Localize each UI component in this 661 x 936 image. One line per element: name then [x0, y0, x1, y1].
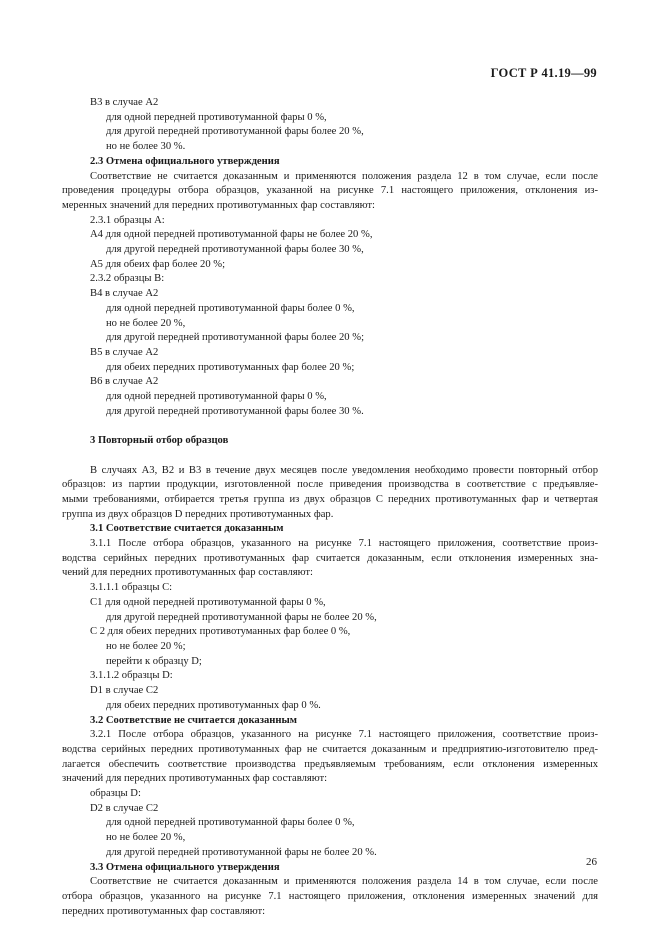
text-line: мыми требованиями, отбирается третья группа из двух образцов C передних противотуманных фар и четвертая — [62, 493, 598, 505]
text-line: 2.3.1 образцы A: — [90, 214, 165, 226]
text-line: B6 в случае A2 — [90, 376, 159, 388]
text-line: В случаях A3, B2 и B3 в течение двух месяцев после уведомления необходимо провести повторный отбор — [90, 464, 598, 476]
text-line: водства серийных передних противотуманных фар не считается доказанным и предприятию-изготовителю пред- — [62, 743, 598, 755]
text-line: значений для передних противотуманных фар составляют: — [62, 773, 328, 785]
section-heading: 3.1 Соответствие считается доказанным — [90, 523, 284, 535]
text-line: но не более 20 %, — [106, 317, 186, 329]
text-line: для другой передней противотуманной фары более 20 %, — [106, 126, 364, 138]
text-line: D1 в случае C2 — [90, 685, 159, 697]
page-number: 26 — [586, 856, 597, 868]
text-line: для одной передней противотуманной фары 0 %, — [106, 111, 327, 123]
text-line: для обеих передних противотуманных фар 0 %. — [106, 699, 321, 711]
text-line: для другой передней противотуманной фары более 30 %, — [106, 244, 364, 256]
text-line: Соответствие не считается доказанным и применяются положения раздела 12 в том случае, если после — [90, 170, 598, 182]
section-heading: 3.3 Отмена официального утверждения — [90, 861, 280, 873]
text-line: B3 в случае A2 — [90, 97, 159, 108]
text-line: для другой передней противотуманной фары более 30 %. — [106, 405, 364, 417]
section-heading: 2.3 Отмена официального утверждения — [90, 155, 280, 167]
text-line: водства серийных передних противотуманных фар считается доказанным, если отклонения измеренных зна- — [62, 552, 598, 564]
text-line: Соответствие не считается доказанным и применяются положения раздела 14 в том случае, если после — [90, 876, 598, 888]
text-line: 3.2.1 После отбора образцов, указанного на рисунке 7.1 настоящего приложения, соответствие произ- — [90, 729, 598, 741]
text-line: C1 для одной передней противотуманной фары 0 %, — [90, 596, 326, 608]
text-line: для одной передней противотуманной фары более 0 %, — [106, 817, 355, 829]
text-line: B4 в случае A2 — [90, 288, 159, 300]
text-line: но не более 20 %, — [106, 832, 186, 844]
text-line: меренных значений для передних противотуманных фар составляют: — [62, 199, 375, 211]
text-line: чений для передних противотуманных фар составляют: — [62, 567, 313, 579]
text-line: перейти к образцу D; — [106, 655, 202, 667]
text-line: 3.1.1.2 образцы D: — [90, 670, 173, 682]
standard-code-header: ГОСТ Р 41.19—99 — [490, 66, 597, 80]
text-line: 3.1.1 После отбора образцов, указанного на рисунке 7.1 настоящего приложения, соответствие произ- — [90, 538, 598, 550]
text-line: передних противотуманных фар составляют: — [62, 905, 266, 917]
text-line: отбора образцов, указанного на рисунке 7.1 настоящего приложения, отклонения измеренных значений для — [62, 890, 598, 902]
text-line: A5 для обеих фар более 20 %; — [90, 258, 226, 270]
text-line: для другой передней противотуманной фары не более 20 %, — [106, 611, 377, 623]
text-line: A4 для одной передней противотуманной фары не более 20 %, — [90, 229, 373, 241]
text-line: лагается обеспечить соответствие производства предъявляемым требованиям, если отклонения измеренных — [62, 758, 598, 770]
text-line: 2.3.2 образцы B: — [90, 273, 165, 285]
spacer — [62, 449, 598, 464]
text-line: группа из двух образцов D передних противотуманных фар. — [62, 508, 334, 520]
text-line: но не более 20 %; — [106, 640, 186, 652]
text-line: 3.1.1.1 образцы C: — [90, 582, 173, 594]
text-line: для одной передней противотуманной фары более 0 %, — [106, 302, 355, 314]
text-line: для одной передней противотуманной фары 0 %, — [106, 391, 327, 403]
text-line: для другой передней противотуманной фары не более 20 %. — [106, 846, 377, 858]
text-line: образцы D: — [90, 788, 141, 800]
spacer — [62, 419, 598, 434]
section-heading: 3 Повторный отбор образцов — [90, 435, 229, 447]
text-line: для обеих передних противотуманных фар более 20 %; — [106, 361, 355, 373]
text-line: D2 в случае C2 — [90, 802, 159, 814]
text-line: но не более 30 %. — [106, 141, 186, 153]
text-line: проведения процедуры отбора образцов, указанной на рисунке 7.1 настоящего приложения, отклонения из- — [62, 185, 598, 197]
text-line: образцов: из партии продукции, изготовленной после приведения производства в соответствие с предъявляе- — [62, 479, 598, 491]
section-heading: 3.2 Соответствие не считается доказанным — [90, 714, 297, 726]
text-line: для другой передней противотуманной фары более 20 %; — [106, 332, 365, 344]
text-line: C 2 для обеих передних противотуманных фар более 0 %, — [90, 626, 351, 638]
text-line: B5 в случае A2 — [90, 346, 159, 358]
document-body — [62, 96, 598, 919]
